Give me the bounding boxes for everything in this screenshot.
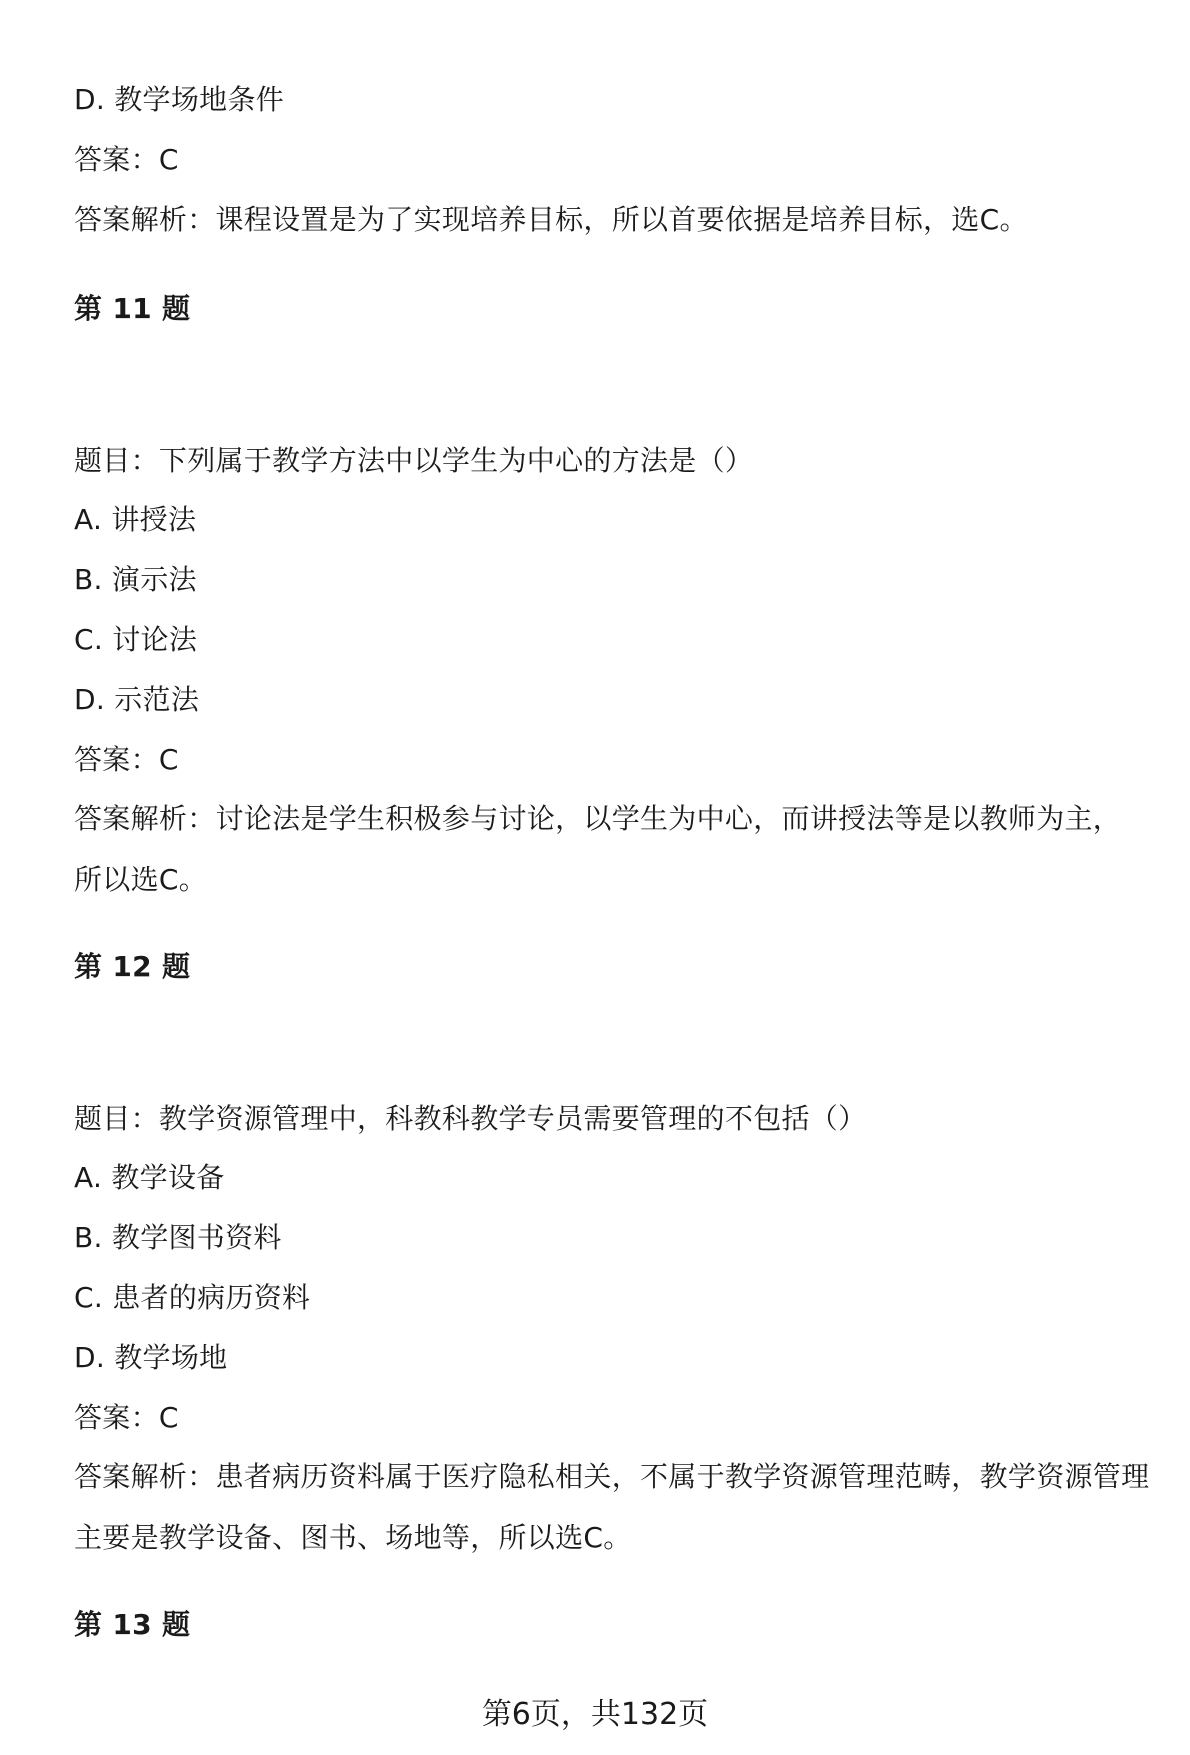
q10-analysis: 答案解析：课程设置是为了实现培养目标，所以首要依据是培养目标，选C。 — [74, 203, 1028, 236]
q12-question: 题目：教学资源管理中，科教科教学专员需要管理的不包括（） — [74, 1102, 867, 1135]
q11-option-d: D. 示范法 — [74, 683, 200, 716]
q12-heading: 第 12 题 — [74, 950, 191, 983]
q10-answer: 答案：C — [74, 143, 179, 176]
q12-option-a: A. 教学设备 — [74, 1161, 225, 1194]
q12-analysis: 答案解析：患者病历资料属于医疗隐私相关，不属于教学资源管理范畴，教学资源管理主要是教学设备、图书、场地等，所以选C。 — [74, 1460, 1150, 1554]
q12-option-d: D. 教学场地 — [74, 1341, 228, 1374]
q11-analysis: 答案解析：讨论法是学生积极参与讨论，以学生为中心，而讲授法等是以教师为主，所以选C。 — [74, 802, 1122, 896]
q12-option-c: C. 患者的病历资料 — [74, 1281, 311, 1314]
q11-option-b: B. 演示法 — [74, 563, 197, 596]
q11-option-a: A. 讲授法 — [74, 503, 197, 536]
q10-option-d: D. 教学场地条件 — [74, 83, 285, 116]
q12-option-b: B. 教学图书资料 — [74, 1221, 282, 1254]
q11-question: 题目：下列属于教学方法中以学生为中心的方法是（） — [74, 444, 754, 477]
q11-heading: 第 11 题 — [74, 292, 191, 325]
q11-option-c: C. 讨论法 — [74, 623, 198, 656]
q11-answer: 答案：C — [74, 743, 179, 776]
q13-heading: 第 13 题 — [74, 1608, 191, 1641]
page-number: 第6页，共132页 — [481, 1697, 709, 1732]
q12-answer: 答案：C — [74, 1401, 179, 1434]
